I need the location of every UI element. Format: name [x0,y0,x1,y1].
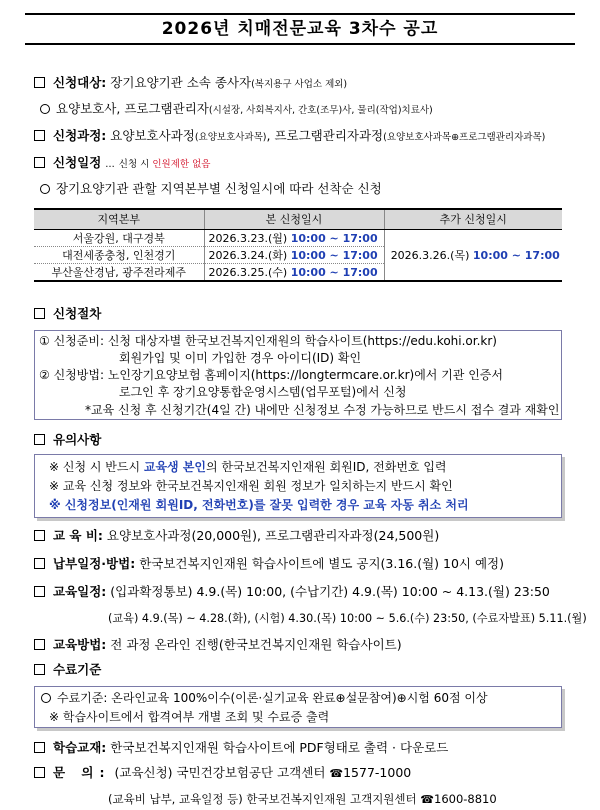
material-value: 한국보건복지인재원 학습사이트에 PDF형태로 출력 · 다운로드 [110,740,449,755]
procedure-step-2b: 로그인 후 장기요양통합운영시스템(업무포털)에서 신청 [119,385,407,399]
procedure-note: *교육 신청 후 신청기간(4일 간) 내에만 신청정보 수정 가능하므로 반드시 접수 결과 재확인 [85,403,560,417]
date-text: 2026.3.25.(수) [208,265,288,279]
course-2: 프로그램관리자과정 [274,128,384,143]
phone-icon: ☎ [420,793,434,806]
course-sep: , [266,128,275,143]
inquiry-phone-2: 1600-8810 [434,792,497,806]
date-cell [204,246,384,263]
course-row [34,128,545,146]
completion-label: 수료기준 [53,662,102,677]
step-2-text: 노인장기요양보험 홈페이지(https://longtermcare.or.kr)에서 기관 인증서 [107,368,503,382]
table-header: 본 신청일시 [204,209,384,229]
caution-panel [34,454,562,518]
time-text: 10:00 ~ 17:00 [290,265,378,279]
checkbox-icon [34,639,45,650]
target-sub-b: (시설장, 사회복지사, 간호(조무)사, 물리(작업)치료사) [208,105,433,116]
circle-icon [41,693,51,703]
table-row [34,229,562,246]
checkbox-icon [34,308,45,319]
schedule-note: 신청 시 [118,159,153,170]
schedule-dots: … [105,159,115,170]
course-label: 신청과정: [53,128,107,143]
edu-schedule-line-1: (입과확정통보) 4.9.(목) 10:00, (수납기간) 4.9.(목) 10:00 ~ 4.13.(월) 23:50 [110,584,550,599]
caution-l1-pre: ※ 신청 시 반드시 [49,460,144,474]
schedule-row [34,155,210,173]
procedure-step-1 [39,334,497,349]
fee-label: 교 육 비: [53,528,103,543]
add-date-cell [384,229,562,281]
schedule-table [34,208,562,282]
method-row [34,637,402,653]
fee-row [34,528,439,544]
checkbox-icon [34,586,45,597]
method-label: 교육방법: [53,637,107,652]
payment-row [34,556,504,572]
page-title: 2026년 치매전문교육 3차수 공고 [25,13,575,45]
method-value: 전 과정 온라인 진행(한국보건복지인재원 학습사이트) [110,637,402,652]
date-text: 2026.3.23.(월) [208,231,288,245]
step-2-label: ② 신청방법: [39,368,104,382]
add-date-text: 2026.3.26.(목) [390,248,470,262]
caution-line-3: ※ 신청정보(인재원 회원ID, 전화번호)를 잘못 입력한 경우 교육 자동 취소 처리 [49,498,469,512]
edu-schedule-label: 교육일정: [53,584,107,599]
circle-icon [40,184,50,194]
checkbox-icon [34,434,45,445]
schedule-note-red: 인원제한 없음 [152,159,211,170]
caution-line-1 [49,460,447,475]
course-1-note: (요양보호사과목) [194,132,267,143]
table-header: 지역본부 [34,209,204,229]
completion-line-1 [41,691,488,706]
checkbox-icon [34,157,45,168]
inquiry-line-2: (교육비 납부, 교육일정 등) 한국보건복지인재원 고객지원센터 [108,792,417,806]
time-text: 10:00 ~ 17:00 [290,231,378,245]
caution-l1-post: 의 한국보건복지인재원 회원ID, 전화번호 입력 [206,460,447,474]
procedure-step-1b: 회원가입 및 이미 가입한 경우 아이디(ID) 확인 [119,351,362,365]
caution-label: 유의사항 [53,432,102,447]
procedure-label: 신청절차 [53,306,102,321]
date-cell [204,229,384,246]
target-sub-row [40,101,433,119]
region-cell: 서울강원, 대구경북 [34,229,204,246]
date-cell [204,263,384,281]
completion-row [34,662,101,678]
target-value: 장기요양기관 소속 종사자 [110,75,252,90]
completion-l1-text: 수료기준: 온라인교육 100%이수(이론·실기교육 완료⊕설문참여)⊕시험 60점 이상 [57,691,488,705]
completion-panel [34,686,562,728]
material-row [34,740,448,756]
inquiry-label: 문 의: [53,765,111,780]
course-2-note: (요양보호사과목⊕프로그램관리자과목) [383,132,546,143]
course-1: 요양보호사과정 [110,128,195,143]
checkbox-icon [34,664,45,675]
fee-value: 요양보호사과정(20,000원), 프로그램관리자과정(24,500원) [106,528,440,543]
add-time-text: 10:00 ~ 17:00 [472,248,560,262]
region-cell: 부산울산경남, 광주전라제주 [34,263,204,281]
inquiry-line-1: (교육신청) 국민건강보험공단 고객센터 [114,765,326,780]
circle-icon [40,104,50,114]
target-sub-a: 요양보호사, 프로그램관리자 [56,101,209,116]
schedule-label: 신청일정 [53,155,102,170]
completion-line-2: ※ 학습사이트에서 합격여부 개별 조회 및 수료증 출력 [49,710,330,724]
schedule-sub: 장기요양기관 관할 지역본부별 신청일시에 따라 선착순 신청 [56,181,382,196]
step-1-text: 신청 대상자별 한국보건복지인재원의 학습사이트(https://edu.kohi.or.kr) [107,334,497,348]
payment-label: 납부일정·방법: [53,556,136,571]
target-note: (복지용구 사업소 제외) [251,79,348,90]
step-1-label: ① 신청준비: [39,334,104,348]
procedure-panel [34,330,562,420]
procedure-row [34,306,101,322]
date-text: 2026.3.24.(화) [208,248,288,262]
checkbox-icon [34,77,45,88]
target-row [34,75,347,93]
time-text: 10:00 ~ 17:00 [290,248,378,262]
checkbox-icon [34,130,45,141]
region-cell: 대전세종충청, 인천경기 [34,246,204,263]
checkbox-icon [34,767,45,778]
edu-schedule-row [34,584,550,600]
inquiry-row-2 [108,791,497,808]
table-header: 추가 신청일시 [384,209,562,229]
caution-l1-blue: 교육생 본인 [143,460,207,474]
checkbox-icon [34,742,45,753]
schedule-sub-row [40,181,382,197]
procedure-step-2 [39,368,503,383]
edu-schedule-line-2: (교육) 4.9.(목) ~ 4.28.(화), (시험) 4.30.(목) 10:00 ~ 5.6.(수) 23:50, (수료자발표) 5.11.(월) [108,612,587,625]
payment-value: 한국보건복지인재원 학습사이트에 별도 공지(3.16.(월) 10시 예정) [139,556,504,571]
inquiry-row [34,765,411,782]
caution-line-2: ※ 교육 신청 정보와 한국보건복지인재원 회원 정보가 일치하는지 반드시 확인 [49,479,453,493]
checkbox-icon [34,558,45,569]
phone-icon: ☎ [329,767,344,780]
checkbox-icon [34,530,45,541]
inquiry-phone-1: 1577-1000 [343,765,412,780]
caution-row [34,432,101,448]
material-label: 학습교재: [53,740,107,755]
target-label: 신청대상: [53,75,107,90]
